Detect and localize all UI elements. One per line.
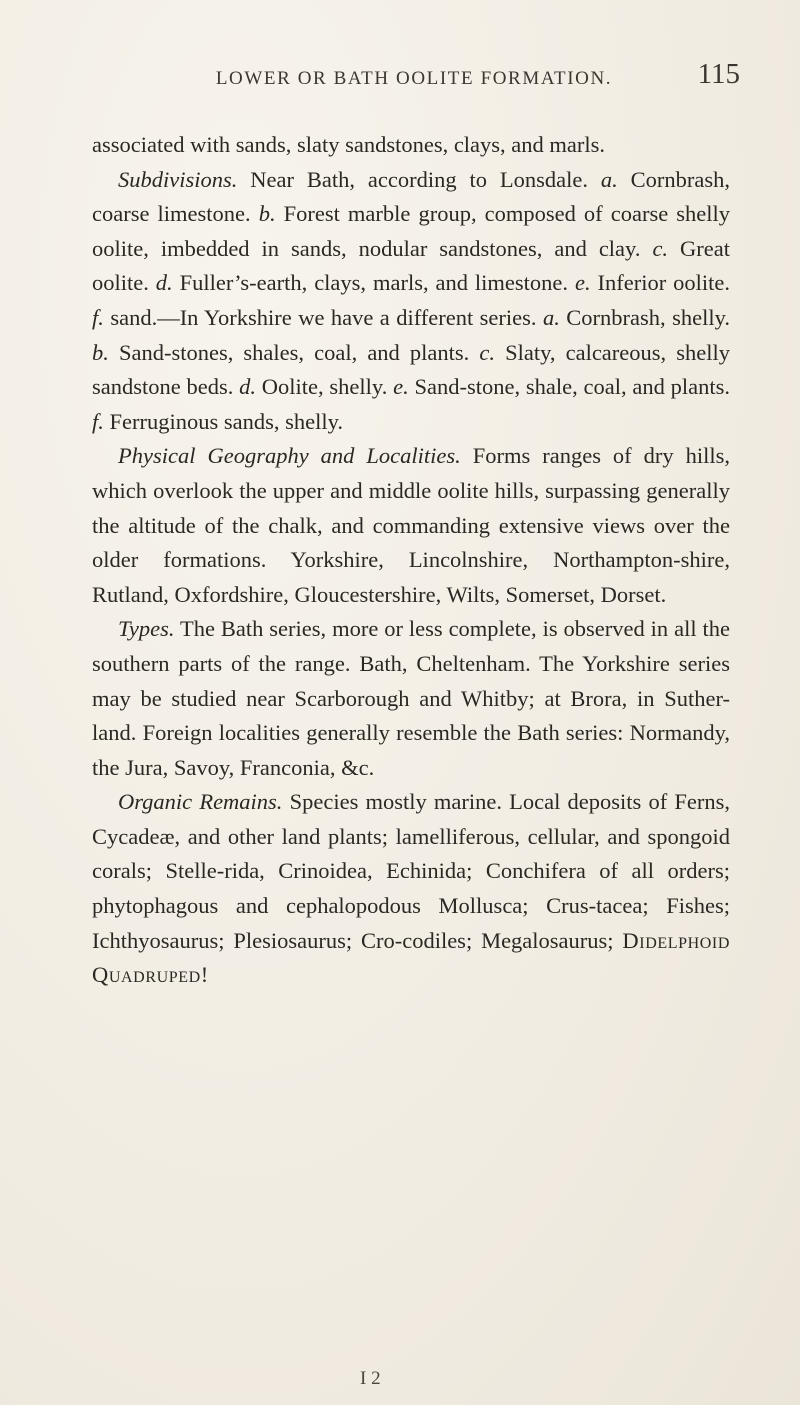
paragraph-text: Forest marble group, composed of coarse shelly oolite, imbedded in sands, nodular sandstones, and clay. (92, 201, 730, 261)
paragraph-text: Near Bath, according to Lonsdale. (237, 166, 601, 192)
paragraph-text: Ferruginous sands, shelly. (103, 408, 344, 434)
paragraph-organic-remains (92, 785, 730, 993)
paragraph-subdivisions (92, 163, 730, 440)
paragraph-text: Sand-stones, shales, coal, and plants. (108, 339, 480, 365)
paragraph-text: Oolite, shelly. (256, 374, 394, 400)
paragraph-text: associated with sands, slaty sandstones, clays, and marls. (92, 132, 606, 157)
paragraph-text: Slaty, calcareous, shelly sandstone beds. (92, 339, 730, 400)
item-label: b. (92, 339, 109, 365)
paragraph-types (92, 612, 730, 785)
item-label: e. (393, 374, 409, 400)
item-label: c. (652, 235, 669, 261)
paragraph-text: Forms ranges of dry hills, which overlook the upper and middle oolite hills, surpassing generally the altitude of the chalk, and commanding extensive views over the older formations. Yorkshire, Lincolnshire, Northampton-shire, Rutland, Oxfordshire, Gloucestershire, Wilts, Somerset, Dorset. (92, 443, 731, 607)
item-label: a. (542, 304, 560, 330)
body-text (92, 128, 730, 993)
running-title: LOWER OR BATH OOLITE FORMATION. (215, 68, 613, 89)
item-label: c. (479, 339, 495, 365)
paragraph-text: sand.—In Yorkshire we have a different series. (103, 304, 543, 330)
paragraph-text: ! (200, 962, 209, 988)
paragraph-text: Sand-stone, shale, coal, and plants. (408, 374, 730, 400)
paragraph-continuation (92, 128, 730, 163)
paragraph-text: Fuller’s-earth, clays, marls, and limestone. (172, 270, 575, 296)
paragraph-text: Cornbrash, shelly. (559, 304, 730, 330)
section-heading: Subdivisions. (118, 166, 238, 192)
item-label: a. (600, 166, 618, 192)
item-label: d. (155, 270, 173, 296)
running-head (88, 58, 740, 98)
section-heading: Types. (118, 616, 175, 642)
paragraph-text: Great oolite. (92, 235, 730, 296)
page-number: 115 (697, 58, 740, 90)
paragraph-physical-geography (92, 439, 730, 612)
paragraph-text: Cornbrash, coarse limestone. (92, 166, 730, 227)
signature-mark: I 2 (360, 1368, 381, 1389)
paragraph-text: The Bath series, more or less complete, is observed in all the southern parts of the range. Bath, Cheltenham. The Yorkshire series may be studied near Scarborough and Whitby; at Brora, in Suther-land. Foreign localities generally resemble the Bath series: Normandy, the Jura, Savoy, Franconia, &c. (92, 616, 730, 780)
item-label: d. (239, 374, 257, 400)
section-heading: Organic Remains. (118, 789, 283, 815)
item-label: f. (92, 408, 104, 434)
item-label: e. (574, 270, 591, 296)
item-label: f. (92, 304, 104, 330)
section-heading: Physical Geography and Localities. (118, 443, 461, 469)
item-label: b. (258, 201, 276, 227)
small-caps-term: Didelphoid Quadruped (92, 927, 730, 988)
paragraph-text: Inferior oolite. (590, 270, 730, 296)
paragraph-text: Species mostly marine. Local deposits of Ferns, Cycadeæ, and other land plants; lamelliferous, cellular, and spongoid corals; Stelle-rida, Crinoidea, Echinida; Conchifera of all orders; phytophagous and cephalopodous Mollusca; Crus-tacea; Fishes; Ichthyosaurus; Plesiosaurus; Cro-codiles; Megalosaurus; (92, 789, 730, 953)
